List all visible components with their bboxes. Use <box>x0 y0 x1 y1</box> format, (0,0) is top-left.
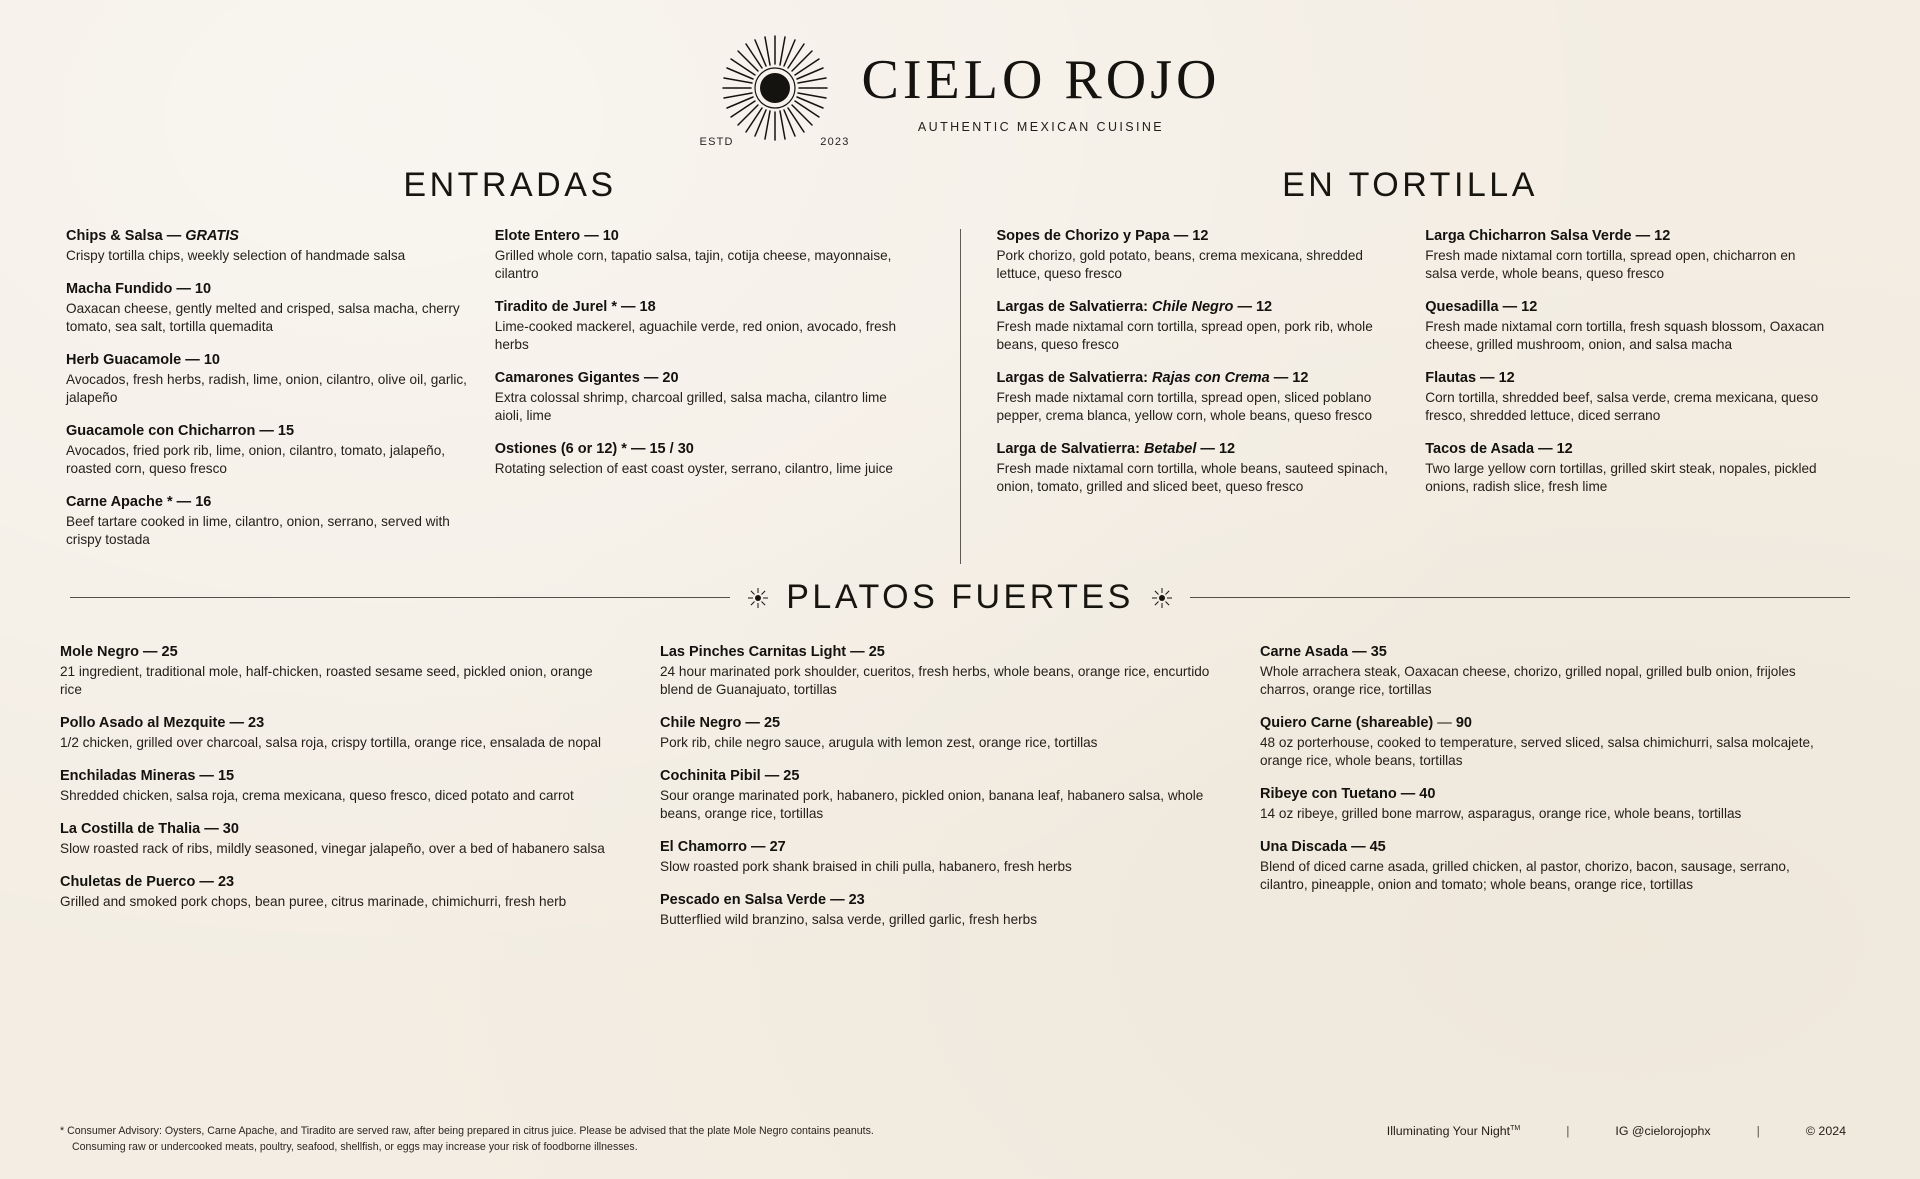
menu-item-desc: Blend of diced carne asada, grilled chicken, al pastor, chorizo, bacon, sausage, serrano, cilantro, pineapple, onion and tomato; whole beans, orange rice, tortillas <box>1260 859 1790 893</box>
menu-item-name <box>66 493 469 511</box>
instagram-handle[interactable]: IG @cielorojophx <box>1615 1124 1711 1139</box>
menu-item-sep: — <box>1480 370 1495 386</box>
menu-item-name <box>996 227 1399 245</box>
menu-item-title: Las Pinches Carnitas Light <box>660 644 847 661</box>
asterisk-icon: * <box>60 1125 65 1138</box>
menu-item-title: Carne Asada <box>1260 644 1349 661</box>
footer-separator: | <box>1566 1124 1570 1139</box>
menu-item-desc: Slow roasted rack of ribs, mildly seasoned, vinegar jalapeño, over a bed of habanero salsa <box>60 841 605 857</box>
menu-item-price: 35 <box>1370 644 1387 661</box>
menu-item-name <box>1260 838 1816 856</box>
menu-item <box>1260 838 1816 894</box>
menu-item-price: 25 <box>763 715 781 732</box>
menu-item-price: 10 <box>203 352 220 369</box>
footer-right <box>1387 1124 1860 1138</box>
menu-item-name <box>66 280 469 298</box>
menu-item-title: Largas de Salvatierra: <box>996 370 1149 386</box>
consumer-advisory <box>60 1124 874 1155</box>
menu-item-name <box>660 714 1216 732</box>
menu-item-sep: — <box>830 892 845 909</box>
trademark-mark: TM <box>1510 1125 1521 1133</box>
menu-item-title: Sopes de Chorizo y Papa <box>996 228 1170 244</box>
platos-col-2 <box>660 643 1260 944</box>
en-tortilla-col-right <box>1425 227 1854 564</box>
menu-item-title: Carne Apache * <box>66 494 173 511</box>
menu-item-variant: Chile Negro <box>1152 299 1234 315</box>
menu-item-price: 23 <box>248 715 265 732</box>
menu-item-desc: Avocados, fresh herbs, radish, lime, onion, cilantro, olive oil, garlic, jalapeño <box>66 372 467 406</box>
menu-item-name <box>1260 714 1816 732</box>
menu-item-price: 23 <box>217 874 235 891</box>
menu-item-price: 25 <box>783 768 800 785</box>
menu-item-sep: — <box>1538 441 1553 457</box>
menu-item-price: 12 <box>1654 228 1671 244</box>
menu-item-price: 12 <box>1292 370 1309 386</box>
menu-item-title: Elote Entero <box>494 228 581 244</box>
menu-item <box>495 369 898 425</box>
menu-item-sep: — <box>185 352 200 369</box>
menu-item-desc: Extra colossal shrimp, charcoal grilled, salsa macha, cilantro lime aioli, lime <box>494 390 887 424</box>
entradas-col-left <box>66 227 495 564</box>
menu-item-desc: Grilled and smoked pork chops, bean puree, citrus marinade, chimichurri, fresh herb <box>60 894 567 910</box>
menu-item-sep: — <box>199 768 214 785</box>
menu-item-price: 15 / 30 <box>649 441 694 457</box>
menu-item-sep: — <box>1400 786 1416 803</box>
menu-item-desc: Fresh made nixtamal corn tortilla, spread open, chicharron en salsa verde, whole beans, queso fresco <box>1425 248 1796 282</box>
menu-item <box>495 440 898 478</box>
advisory-line-1: Consumer Advisory: Oysters, Carne Apache, and Tiradito are served raw, after being prepared in citrus juice. Please be advised that the plate Mole Negro contains peanuts. <box>67 1125 874 1138</box>
menu-item <box>66 280 469 336</box>
menu-item-desc: Beef tartare cooked in lime, cilantro, onion, serrano, served with crispy tostada <box>66 514 450 548</box>
menu-item-sep: — <box>643 370 659 386</box>
menu-item-name <box>495 227 898 245</box>
menu-item-price: 12 <box>1255 299 1273 315</box>
menu-item <box>1425 369 1828 425</box>
advisory-line-2: Consuming raw or undercooked meats, poultry, seafood, shellfish, or eggs may increase your risk of foodborne illnesses. <box>72 1140 638 1153</box>
menu-item-desc: 14 oz ribeye, grilled bone marrow, asparagus, orange rice, whole beans, tortillas <box>1260 806 1742 822</box>
menu-item-name <box>996 369 1399 387</box>
menu-item-sep: — <box>176 494 192 511</box>
menu-item-desc: Corn tortilla, shredded beef, salsa verde, crema mexicana, queso fresco, shredded lettuce, diced serrano <box>1425 390 1819 424</box>
menu-item <box>996 369 1399 425</box>
menu-item-name <box>60 820 616 838</box>
menu-item-desc: Pork chorizo, gold potato, beans, crema mexicana, shredded lettuce, queso fresco <box>996 248 1363 282</box>
menu-item-title: El Chamorro <box>660 839 748 856</box>
menu-item-name <box>1425 440 1828 458</box>
menu-item-title: Largas de Salvatierra: <box>996 299 1149 315</box>
menu-item-sep: — <box>745 715 760 732</box>
menu-item-desc: 24 hour marinated pork shoulder, cueritos, fresh herbs, whole beans, orange rice, encurtido blend de Guanajuato, tortillas <box>660 664 1210 698</box>
menu-item-name <box>660 838 1216 856</box>
menu-item-desc: Fresh made nixtamal corn tortilla, fresh squash blossom, Oaxacan cheese, grilled mushroom, onion, and salsa macha <box>1425 319 1825 353</box>
menu-item-name <box>660 643 1216 661</box>
sunburst-icon <box>700 34 850 142</box>
menu-item-price: 12 <box>1192 228 1209 244</box>
menu-item-price: 12 <box>1556 441 1573 457</box>
menu-item-sep: — <box>1352 644 1367 661</box>
menu-item-sep: — <box>204 821 219 838</box>
menu-item-desc: Two large yellow corn tortillas, grilled skirt steak, nopales, pickled onions, radish slice, fresh lime <box>1425 461 1817 495</box>
menu-item-desc: Fresh made nixtamal corn tortilla, whole beans, sauteed spinach, onion, tomato, grilled and sliced beet, queso fresco <box>996 461 1388 495</box>
small-sunburst-icon <box>1152 588 1172 608</box>
logo <box>700 34 850 156</box>
menu-item-price: GRATIS <box>185 228 239 244</box>
menu-item-title: Larga de Salvatierra: <box>996 441 1140 457</box>
menu-item-price: 30 <box>222 821 239 838</box>
menu-item <box>1425 227 1828 283</box>
platos-col-3 <box>1260 643 1860 944</box>
menu-item-sep: — <box>1237 299 1252 315</box>
menu-item-name <box>996 440 1399 458</box>
menu-item-desc: 48 oz porterhouse, cooked to temperature, served sliced, salsa chimichurri, salsa molcajete, orange rice, whole beans, tortillas <box>1260 735 1814 769</box>
menu-item <box>60 643 616 699</box>
menu-item-sep: — <box>751 839 766 856</box>
menu-item-desc: Rotating selection of east coast oyster, serrano, cilantro, lime juice <box>494 461 893 477</box>
menu-item-name <box>660 767 1216 785</box>
menu-item-sep: — <box>1502 299 1518 315</box>
footer <box>60 1124 1860 1155</box>
menu-item-price: 16 <box>195 494 212 511</box>
estd-label: ESTD <box>699 136 734 148</box>
slogan <box>1387 1124 1520 1138</box>
menu-item-desc: Oaxacan cheese, gently melted and crisped, salsa macha, cherry tomato, sea salt, tortilla quemadita <box>66 301 460 335</box>
menu-item-title: Quesadilla <box>1425 299 1499 315</box>
menu-item-price: 25 <box>161 644 178 661</box>
menu-item-sep: — <box>1173 228 1189 244</box>
menu-item-desc: Lime-cooked mackerel, aguachile verde, red onion, avocado, fresh herbs <box>494 319 897 353</box>
menu-item-sep: — <box>1635 228 1651 244</box>
menu-item-sep: — <box>1273 370 1289 386</box>
menu-item-sep: — <box>1200 441 1215 457</box>
menu-item-title: Una Discada <box>1260 839 1348 856</box>
rule-right <box>1190 597 1850 598</box>
menu-item <box>60 873 616 911</box>
rule-left <box>70 597 730 598</box>
menu-item-price: 12 <box>1498 370 1515 386</box>
menu-item-desc: Fresh made nixtamal corn tortilla, spread open, sliced poblano pepper, crema blanca, yellow corn, whole beans, queso fresco <box>996 390 1373 424</box>
menu-item-title: Chuletas de Puerco <box>60 874 196 891</box>
masthead <box>60 0 1860 156</box>
menu-item-title: Macha Fundido <box>66 281 173 298</box>
menu-item-price: 10 <box>194 281 212 298</box>
menu-item <box>1260 643 1816 699</box>
menu-item <box>660 767 1216 823</box>
menu-item <box>60 767 616 805</box>
menu-item <box>495 298 898 354</box>
menu-item-variant: Rajas con Crema <box>1152 370 1270 386</box>
menu-item-desc: Butterflied wild branzino, salsa verde, grilled garlic, fresh herbs <box>660 912 1038 928</box>
menu-item-desc: Pork rib, chile negro sauce, arugula with lemon zest, orange rice, tortillas <box>660 735 1098 751</box>
menu-item-desc: 21 ingredient, traditional mole, half-chicken, roasted sesame seed, pickled onion, orange rice <box>60 664 593 698</box>
menu-item-price: 18 <box>639 299 656 315</box>
menu-item-name <box>495 369 898 387</box>
estd-year: 2023 <box>820 136 850 148</box>
section-title-platos-fuertes: PLATOS FUERTES <box>786 578 1134 617</box>
menu-item <box>66 351 469 407</box>
menu-item-price: 10 <box>602 228 619 244</box>
menu-item-price: 15 <box>277 423 295 440</box>
platos-col-1 <box>60 643 660 944</box>
menu-item <box>66 422 469 478</box>
menu-item <box>60 820 616 858</box>
menu-item-title: Chips & Salsa <box>66 228 163 244</box>
section-title-entradas: ENTRADAS <box>403 166 617 204</box>
menu-item-price: 90 <box>1455 715 1472 732</box>
menu-item-desc: 1/2 chicken, grilled over charcoal, salsa roja, crispy tortilla, orange rice, ensalada de nopal <box>60 735 602 751</box>
menu-item <box>60 714 616 752</box>
menu-item-desc: Crispy tortilla chips, weekly selection of handmade salsa <box>66 248 406 264</box>
menu-item-name <box>1260 785 1816 803</box>
copyright: © 2024 <box>1805 1124 1846 1139</box>
menu-item <box>1260 714 1816 770</box>
menu-item-name <box>1425 298 1828 316</box>
menu-item-title: Chile Negro <box>660 715 742 732</box>
menu-item-name <box>66 422 469 440</box>
menu-item-price: 25 <box>868 644 885 661</box>
slogan-text: Illuminating Your Night <box>1386 1124 1511 1139</box>
small-sunburst-icon <box>748 588 768 608</box>
brand-tagline: AUTHENTIC MEXICAN CUISINE <box>917 120 1165 134</box>
menu-item-price: 27 <box>769 839 786 856</box>
top-section-headings <box>60 166 1860 205</box>
menu-item-price: 23 <box>848 892 865 909</box>
entradas-col-right <box>495 227 924 564</box>
menu-item-title: Enchiladas Mineras <box>60 768 196 785</box>
menu-item-price: 20 <box>662 370 679 386</box>
menu-item <box>996 227 1399 283</box>
menu-item-sep: — <box>621 299 636 315</box>
menu-item-price: 15 <box>217 768 235 785</box>
menu-item <box>1260 785 1816 823</box>
menu-item-desc: Sour orange marinated pork, habanero, pickled onion, banana leaf, habanero salsa, whole beans, orange rice, tortillas <box>660 788 1204 822</box>
menu-item-title: Quiero Carne <box>1260 715 1352 732</box>
menu-item-sep: — <box>166 228 182 244</box>
menu-item-title: Pescado en Salsa Verde <box>660 892 827 909</box>
menu-item-price: 45 <box>1369 839 1386 856</box>
menu-item <box>996 298 1399 354</box>
menu-item-sep: — <box>630 441 646 457</box>
menu-item-price: 12 <box>1521 299 1538 315</box>
menu-item-title: Flautas <box>1425 370 1477 386</box>
menu-item-sep: — <box>1351 839 1366 856</box>
menu-item-desc: Grilled whole corn, tapatio salsa, tajin, cotija cheese, mayonnaise, cilantro <box>494 248 892 282</box>
menu-item-variant: Betabel <box>1143 441 1197 457</box>
menu-item-title: Guacamole con Chicharron <box>66 423 256 440</box>
menu-item-title: Camarones Gigantes <box>494 370 640 386</box>
menu-item-sep: — <box>142 644 158 661</box>
menu-item-desc: Whole arrachera steak, Oaxacan cheese, chorizo, grilled nopal, grilled bulb onion, frijoles charros, orange rice, tortillas <box>1260 664 1796 698</box>
menu-item-name <box>1425 369 1828 387</box>
menu-item-title: Ribeye con Tuetano <box>1260 786 1397 803</box>
menu-item-name <box>660 891 1216 909</box>
footer-separator: | <box>1756 1124 1760 1139</box>
vertical-divider <box>960 229 961 564</box>
menu-item-desc: Slow roasted pork shank braised in chili pulla, habanero, fresh herbs <box>660 859 1072 875</box>
menu-item-name <box>60 873 616 891</box>
menu-item-sep: — <box>229 715 244 732</box>
menu-item <box>66 493 469 549</box>
page-title: CIELO ROJO <box>861 49 1221 111</box>
menu-item-desc: Fresh made nixtamal corn tortilla, spread open, pork rib, whole beans, queso fresco <box>996 319 1373 353</box>
menu-item-title: Ostiones (6 or 12) * <box>494 441 627 457</box>
menu-item-name <box>66 351 469 369</box>
menu-item-title: Larga Chicharron Salsa Verde <box>1425 228 1632 244</box>
menu-item-title: Cochinita Pibil <box>660 768 761 785</box>
menu-item-sep: — <box>584 228 599 244</box>
en-tortilla-columns <box>990 227 1860 564</box>
menu-item-name <box>60 767 616 785</box>
menu-item-name <box>66 227 469 245</box>
menu-item <box>660 891 1216 929</box>
section-title-en-tortilla: EN TORTILLA <box>1282 166 1538 204</box>
menu-item <box>660 643 1216 699</box>
menu-item <box>1425 298 1828 354</box>
menu-item-sep: — <box>850 644 865 661</box>
menu-item-sep: — <box>199 874 214 891</box>
menu-item <box>660 714 1216 752</box>
top-menu-area <box>60 227 1860 564</box>
menu-item-title: Herb Guacamole <box>66 352 182 369</box>
menu-item-sep: — <box>259 423 274 440</box>
platos-fuertes-heading <box>60 578 1860 617</box>
menu-item-sep: — <box>176 281 191 298</box>
menu-item-sep: — <box>1437 715 1452 732</box>
menu-item-title: Mole Negro <box>60 644 139 661</box>
menu-item-name <box>60 643 616 661</box>
menu-item-price: 12 <box>1218 441 1236 457</box>
platos-fuertes-area <box>60 643 1860 944</box>
menu-item-name <box>996 298 1399 316</box>
menu-item-title: Pollo Asado al Mezquite <box>60 715 226 732</box>
menu-item-name <box>495 440 898 458</box>
menu-item-desc: Shredded chicken, salsa roja, crema mexicana, queso fresco, diced potato and carrot <box>60 788 574 804</box>
menu-item <box>660 838 1216 876</box>
menu-item <box>495 227 898 283</box>
entradas-columns <box>60 227 930 564</box>
menu-item <box>66 227 469 265</box>
menu-item-title: Tiradito de Jurel * <box>494 299 617 315</box>
menu-item-name <box>1260 643 1816 661</box>
menu-item-name <box>495 298 898 316</box>
menu-item-note: (shareable) <box>1355 715 1434 732</box>
menu-item-desc: Avocados, fried pork rib, lime, onion, cilantro, tomato, jalapeño, roasted corn, queso fresco <box>66 443 446 477</box>
menu-item <box>1425 440 1828 496</box>
menu-item-sep: — <box>764 768 780 785</box>
menu-item-name <box>1425 227 1828 245</box>
en-tortilla-col-left <box>996 227 1425 564</box>
menu-item-price: 40 <box>1419 786 1436 803</box>
menu-item-title: La Costilla de Thalia <box>60 821 201 838</box>
menu-item <box>996 440 1399 496</box>
menu-item-name <box>60 714 616 732</box>
menu-item-title: Tacos de Asada <box>1425 441 1535 457</box>
